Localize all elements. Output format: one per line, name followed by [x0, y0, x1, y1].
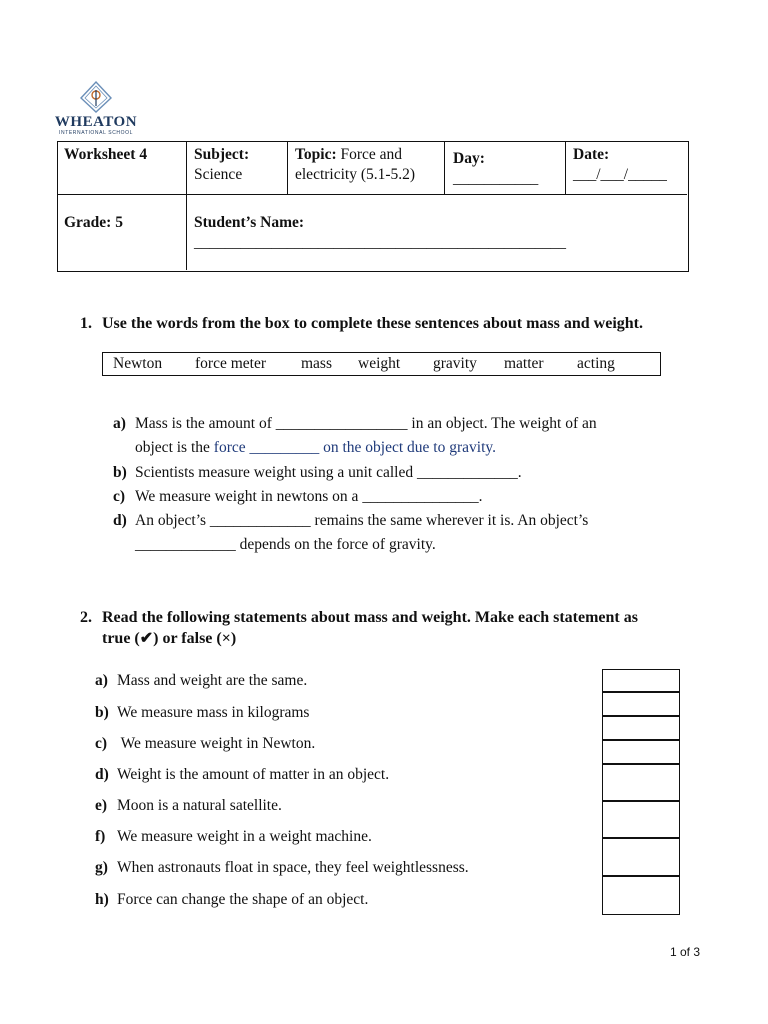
q2-item-e [95, 794, 282, 818]
word-item: weight [358, 355, 401, 372]
day-field[interactable]: ___________ [453, 170, 539, 187]
item-label: f) [95, 828, 106, 845]
worksheet-header-table [57, 141, 689, 272]
answer-box-b[interactable] [602, 692, 680, 716]
q2-item-e-text: Moon is a natural satellite. [117, 797, 282, 814]
q2-item-g [95, 856, 469, 880]
date-label: Date: [573, 146, 610, 163]
q1-item-b-text[interactable]: Scientists measure weight using a unit called _____________. [135, 464, 522, 481]
answer-box-c[interactable] [602, 716, 680, 740]
q2-item-a [95, 669, 307, 693]
word-item: acting [577, 355, 615, 372]
school-logo [48, 80, 144, 136]
q2-item-h [95, 888, 368, 912]
item-label: b) [113, 464, 127, 481]
topic-value-line1: Force and [336, 146, 403, 163]
q2-number: 2. [80, 609, 92, 626]
day-cell [453, 149, 538, 189]
date-field[interactable]: ___/___/_____ [573, 166, 667, 183]
q1-item-a-line1[interactable]: Mass is the amount of _________________ in an object. The weight of an [135, 415, 597, 432]
item-label: c) [113, 488, 126, 505]
q2-item-c-text: We measure weight in Newton. [117, 735, 316, 752]
subject-value: Science [194, 166, 243, 183]
student-name-label: Student’s Name: [194, 214, 305, 231]
answer-box-d[interactable] [602, 740, 680, 764]
word-item: force meter [195, 355, 266, 372]
item-label: a) [113, 415, 126, 432]
q2-prompt-line2: true (✔) or false (×) [102, 630, 237, 647]
q2-item-d-text: Weight is the amount of matter in an object. [117, 766, 390, 783]
word-box [102, 352, 661, 376]
logo-subtitle: INTERNATIONAL SCHOOL [59, 130, 133, 136]
q1-item-b [113, 461, 673, 485]
word-item: Newton [113, 355, 163, 372]
q1-item-d [113, 509, 673, 557]
day-label: Day: [453, 150, 485, 167]
q1-number: 1. [80, 315, 92, 332]
q1-item-a-line2-end[interactable]: force _________ on the object due to gravity. [213, 439, 497, 456]
word-item: matter [504, 355, 544, 372]
school-crest-icon [78, 80, 114, 114]
q1-item-a [113, 412, 673, 460]
topic-value-line2: electricity (5.1-5.2) [295, 166, 416, 183]
subject-cell [194, 145, 249, 185]
q2-item-b [95, 701, 309, 725]
item-label: g) [95, 859, 108, 876]
q2-item-a-text: Mass and weight are the same. [117, 672, 308, 689]
q1-item-d-line2[interactable]: _____________ depends on the force of gravity. [135, 536, 436, 553]
item-label: d) [113, 512, 127, 529]
item-label: a) [95, 672, 108, 689]
q2-prompt [102, 607, 702, 649]
q2-item-f-text: We measure weight in a weight machine. [117, 828, 372, 845]
word-item: mass [301, 355, 332, 372]
q2-item-d [95, 763, 389, 787]
q2-item-f [95, 825, 372, 849]
q1-item-c [113, 485, 673, 509]
subject-label: Subject: [194, 146, 250, 163]
q2-prompt-line1: Read the following statements about mass and weight. Make each statement as [102, 609, 638, 626]
answer-box-g[interactable] [602, 838, 680, 876]
q2-item-c [95, 732, 315, 756]
item-label: e) [95, 797, 108, 814]
q2-item-g-text: When astronauts float in space, they feel weightlessness. [117, 859, 469, 876]
student-name-field[interactable]: ________________________________________________ [194, 234, 566, 251]
student-name-cell [194, 213, 566, 253]
q2-item-h-text: Force can change the shape of an object. [117, 891, 369, 908]
answer-box-f[interactable] [602, 801, 680, 838]
logo-name: WHEATON [54, 114, 138, 130]
grade-label: Grade: 5 [64, 214, 123, 231]
date-cell [573, 145, 667, 185]
topic-label: Topic: [295, 146, 337, 163]
answer-box-a[interactable] [602, 669, 680, 692]
item-label: c) [95, 735, 108, 752]
item-label: h) [95, 891, 109, 908]
answer-box-h[interactable] [602, 876, 680, 915]
answer-box-e[interactable] [602, 764, 680, 801]
q1-prompt: Use the words from the box to complete these sentences about mass and weight. [102, 315, 643, 332]
word-item: gravity [433, 355, 477, 372]
topic-cell [295, 145, 415, 185]
q1-item-a-line2-start: object is the [135, 439, 214, 456]
page-number: 1 of 3 [669, 945, 700, 959]
q2-item-b-text: We measure mass in kilograms [117, 704, 310, 721]
worksheet-number: Worksheet 4 [64, 146, 148, 163]
q1-item-d-line1[interactable]: An object’s _____________ remains the same wherever it is. An object’s [135, 512, 589, 529]
item-label: d) [95, 766, 109, 783]
item-label: b) [95, 704, 109, 721]
q1-item-c-text[interactable]: We measure weight in newtons on a _______________. [135, 488, 483, 505]
